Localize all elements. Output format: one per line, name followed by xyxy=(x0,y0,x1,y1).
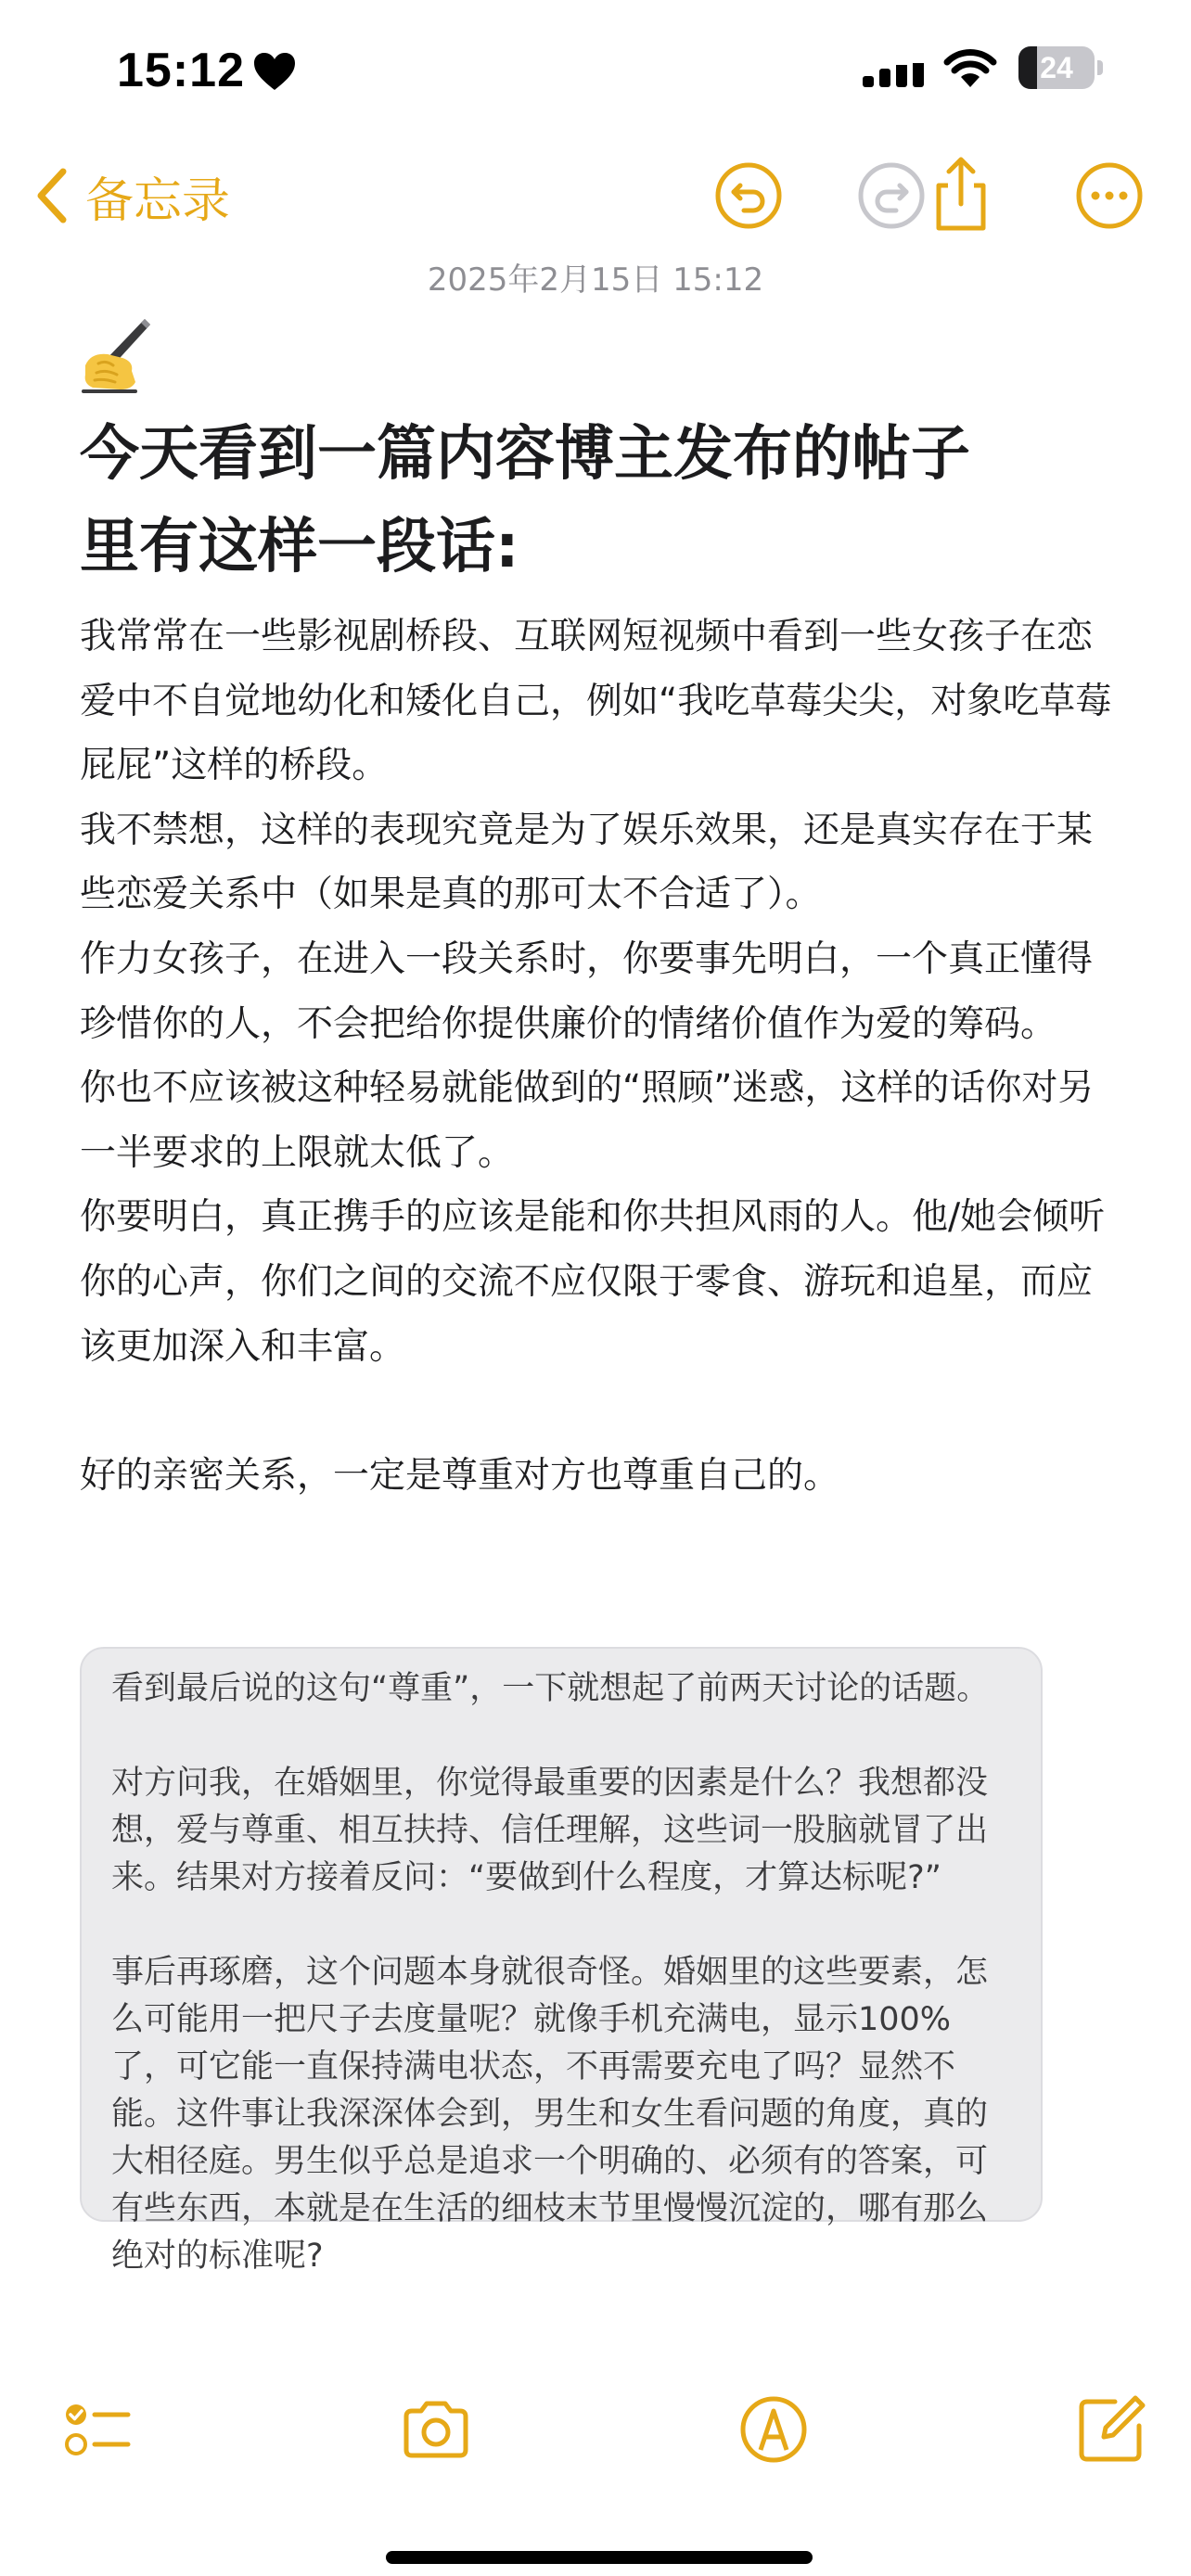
more-button[interactable] xyxy=(1075,161,1144,230)
note-title-line: 里有这样一段话: xyxy=(80,513,519,581)
markup-button[interactable] xyxy=(736,2392,811,2467)
camera-button[interactable] xyxy=(399,2392,473,2467)
chevron-left-icon xyxy=(33,166,70,225)
blank-line xyxy=(111,1713,1011,1760)
ellipsis-circle-icon xyxy=(1075,161,1144,230)
undo-button[interactable] xyxy=(714,161,783,230)
cellular-signal-icon xyxy=(861,48,928,89)
quote-paragraph: 对方问我，在婚姻里，你觉得最重要的因素是什么？我想都没想，爱与尊重、相互扶持、信任理解，这些词一股脑就冒了出来。结果对方接着反问：“要做到什么程度，才算达标呢?” xyxy=(111,1765,989,1896)
note-paragraph: 你也不应该被这种轻易就能做到的“照顾”迷惑，这样的话你对另一半要求的上限就太低了。 xyxy=(80,1067,1095,1174)
new-note-button[interactable] xyxy=(1074,2392,1148,2467)
redo-button[interactable] xyxy=(857,161,926,230)
note-paragraph: 你要明白，真正携手的应该是能和你共担风雨的人。他/她会倾听你的心声，你们之间的交流不应仅限于零食、游玩和追星，而应该更加深入和丰富。 xyxy=(80,1196,1106,1368)
blank-line xyxy=(111,1902,1011,1949)
compose-icon xyxy=(1074,2392,1148,2467)
back-label: 备忘录 xyxy=(85,172,231,229)
heart-icon xyxy=(252,51,297,92)
note-paragraph: 我常常在一些影视剧桥段、互联网短视频中看到一些女孩子在恋爱中不自觉地幼化和矮化自己，例如“我吃草莓尖尖，对象吃草莓屁屁”这样的桥段。 xyxy=(80,616,1112,787)
quote-paragraph: 看到最后说的这句“尊重”，一下就想起了前两天讨论的话题。 xyxy=(111,1670,990,1707)
note-title xyxy=(80,408,1119,593)
pen-tip-circle-icon xyxy=(736,2392,811,2467)
quote-paragraph: 事后再琢磨，这个问题本身就很奇怪。婚姻里的这些要素，怎么可能用一把尺子去度量呢？就像手机充满电，显示100%了，可它能一直保持满电状态，不再需要充电了吗？显然不能。这件事让我深深体会到，男生和女生看问题的角度，真的大相径庭。男生似乎总是追求一个明确的、必须有的答案，可有些东西，本就是在生活的细枝末节里慢慢沉淀的，哪有那么绝对的标准呢? xyxy=(111,1954,989,2275)
battery-cap xyxy=(1097,60,1103,75)
note-title-line: 今天看到一篇内容博主发布的帖子 xyxy=(80,420,970,489)
note-body[interactable] xyxy=(80,605,1128,1508)
share-button[interactable] xyxy=(922,156,1000,234)
share-icon xyxy=(922,156,1000,234)
note-date: 2025年2月15日 15:12 xyxy=(427,261,764,299)
wifi-icon xyxy=(942,48,998,89)
note-paragraph: 作力女孩子，在进入一段关系时，你要事先明白，一个真正懂得珍惜你的人，不会把给你提供廉价的情绪价值作为爱的筹码。 xyxy=(80,937,1094,1045)
battery-indicator xyxy=(1018,46,1104,89)
block-quote[interactable] xyxy=(80,1647,1043,2275)
blank-line xyxy=(80,1379,1128,1444)
battery-percentage: 24 xyxy=(1040,51,1073,84)
checklist-button[interactable] xyxy=(59,2392,134,2467)
status-time: 15:12 xyxy=(117,44,245,97)
note-paragraph: 我不禁想，这样的表现究竟是为了娱乐效果，还是真实存在于某些恋爱关系中（如果是真的那可太不合适了）。 xyxy=(80,809,1094,916)
writing-hand-icon xyxy=(80,315,154,395)
note-paragraph: 好的亲密关系，一定是尊重对方也尊重自己的。 xyxy=(80,1454,840,1497)
camera-icon xyxy=(399,2392,473,2467)
home-indicator xyxy=(386,2551,813,2564)
checklist-icon xyxy=(59,2392,134,2467)
back-button[interactable] xyxy=(33,163,230,228)
undo-icon xyxy=(714,161,783,230)
redo-icon xyxy=(857,161,926,230)
